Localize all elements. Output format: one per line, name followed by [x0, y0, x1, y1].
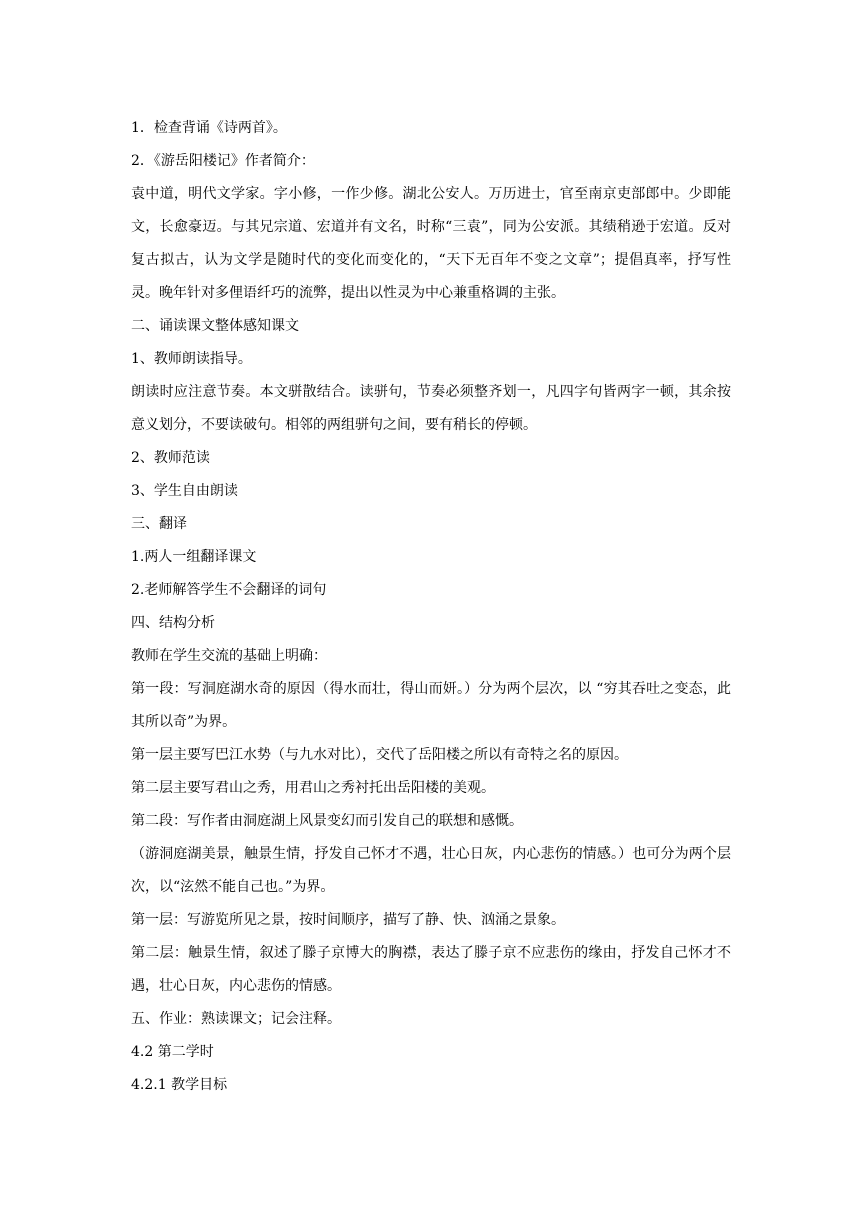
paragraph-17: 第二段：写作者由洞庭湖上风景变幻而引发自己的联想和感慨。	[131, 813, 523, 829]
paragraph-19: 第一层：写游览所见之景，按时间顺序，描写了静、快、汹涌之景象。	[131, 912, 565, 928]
paragraph-18: （游洞庭湖美景，触景生情，抒发自己怀才不遇，壮心日灰，内心悲伤的情感。）也可分为两个层次，以“泫然不能自己也。”为界。	[131, 846, 731, 895]
paragraph-21: 五、作业：熟读课文；记会注释。	[131, 1011, 341, 1027]
section-heading-4-2-1: 4.2.1 教学目标	[131, 1077, 228, 1093]
paragraph-13: 教师在学生交流的基础上明确：	[131, 648, 327, 664]
paragraph-10: 1.两人一组翻译课文	[131, 549, 257, 565]
document-body	[131, 112, 731, 1102]
paragraph-15: 第一层主要写巴江水势（与九水对比），交代了岳阳楼之所以有奇特之名的原因。	[131, 747, 628, 763]
paragraph-4: 二、诵读课文整体感知课文	[131, 318, 299, 334]
paragraph-7: 2、教师范读	[131, 450, 210, 466]
paragraph-3: 袁中道，明代文学家。字小修，一作少修。湖北公安人。万历进士，官至南京吏部郎中。少即能文，长愈豪迈。与其兄宗道、宏道并有文名，时称“三袁”，同为公安派。其绩稍逊于宏道。反对复古拟古，认为文学是随时代的变化而变化的，“天下无百年不变之文章”；提倡真率，抒写性灵。晚年针对多俚语纤巧的流弊，提出以性灵为中心兼重格调的主张。	[131, 186, 731, 301]
paragraph-9: 三、翻译	[131, 516, 187, 532]
section-heading-4-2: 4.2 第二学时	[131, 1044, 214, 1060]
paragraph-11: 2.老师解答学生不会翻译的词句	[131, 582, 327, 598]
paragraph-20: 第二层：触景生情，叙述了滕子京博大的胸襟，表达了滕子京不应悲伤的缘由，抒发自己怀才不遇，壮心日灰，内心悲伤的情感。	[131, 945, 731, 994]
paragraph-8: 3、学生自由朗读	[131, 483, 238, 499]
paragraph-12: 四、结构分析	[131, 615, 215, 631]
paragraph-14: 第一段：写洞庭湖水奇的原因（得水而壮，得山而妍。）分为两个层次，以 “穷其吞吐之变态，此其所以奇”为界。	[131, 681, 731, 730]
paragraph-16: 第二层主要写君山之秀，用君山之秀衬托出岳阳楼的美观。	[131, 780, 495, 796]
paragraph-1: 1．检查背诵《诗两首》。	[131, 120, 287, 136]
paragraph-5: 1、教师朗读指导。	[131, 351, 252, 367]
paragraph-2: 2．《游岳阳楼记》作者简介：	[131, 153, 315, 169]
paragraph-6: 朗读时应注意节奏。本文骈散结合。读骈句，节奏必须整齐划一，凡四字句皆两字一顿，其余按意义划分，不要读破句。相邻的两组骈句之间，要有稍长的停顿。	[131, 384, 731, 433]
